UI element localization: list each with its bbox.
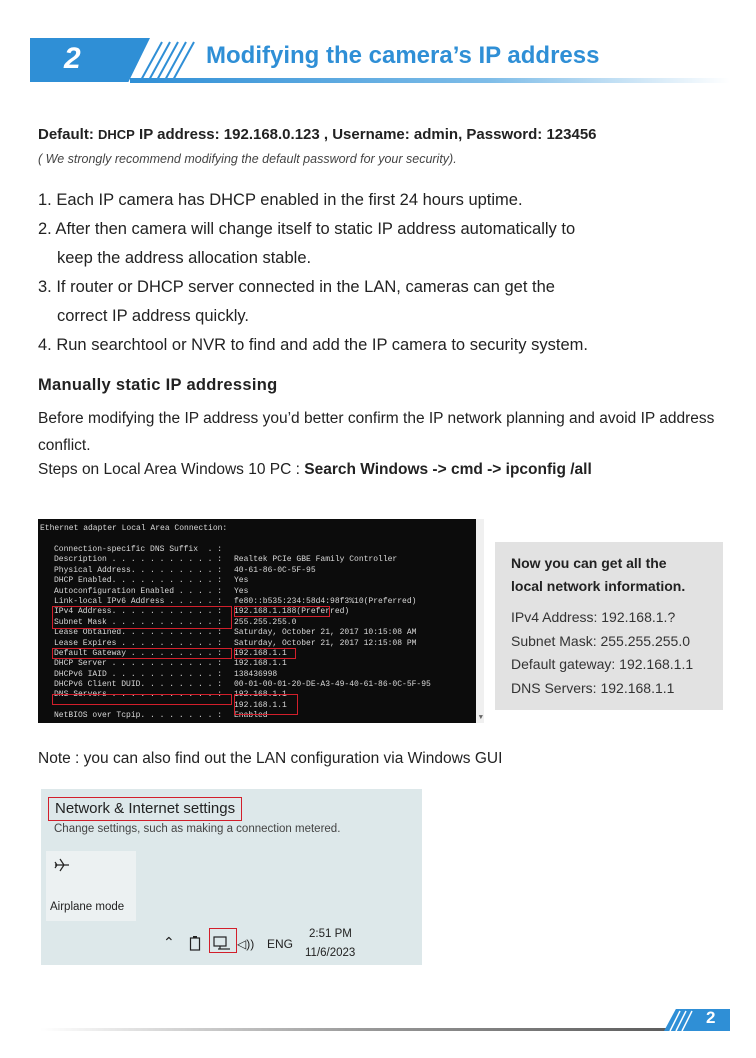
terminal-row-value: 40-61-86-0C-5F-95: [234, 565, 316, 575]
terminal-row-value: Enabled: [234, 711, 268, 721]
terminal-row: [54, 566, 431, 576]
terminal-row: [54, 670, 431, 680]
default-values: IP address: 192.168.0.123 , Username: admin, Password: 123456: [139, 126, 597, 143]
terminal-row: [54, 659, 431, 669]
terminal-row-label: Physical Address. . . . . . . . . :: [54, 565, 223, 575]
list-item: 1. Each IP camera has DHCP enabled in the first 24 hours uptime.: [38, 191, 523, 209]
terminal-row: [54, 576, 431, 586]
gui-note: Note : you can also find out the LAN configuration via Windows GUI: [38, 750, 503, 767]
ipconfig-terminal: [38, 519, 484, 723]
list-item: 4. Run searchtool or NVR to find and add the IP camera to security system.: [38, 336, 588, 354]
info-heading: Now you can get all the: [511, 555, 667, 571]
terminal-row-value: 255.255.255.0: [234, 617, 297, 627]
volume-icon[interactable]: ◁)): [237, 937, 255, 951]
terminal-row-label: Subnet Mask . . . . . . . . . . . :: [54, 617, 223, 627]
battery-icon[interactable]: [189, 935, 201, 951]
network-icon-highlight: [209, 928, 237, 953]
manual-paragraph: Before modifying the IP address you’d better confirm the IP network planning and avoid IP address conflict.: [38, 410, 715, 454]
terminal-row: [54, 587, 431, 597]
list-item: 3. If router or DHCP server connected in the LAN, cameras can get the: [38, 278, 555, 296]
chevron-up-icon[interactable]: ⌃: [163, 934, 175, 950]
ipv4-subnet-highlight: [52, 606, 232, 629]
terminal-row-label: Lease Obtained. . . . . . . . . . :: [54, 628, 223, 638]
section-banner: [30, 38, 730, 84]
info-ipv4: IPv4 Address: 192.168.1.?: [511, 609, 676, 625]
dhcp-steps-list: [38, 186, 588, 360]
terminal-row-label: DHCPv6 IAID . . . . . . . . . . . :: [54, 669, 223, 679]
terminal-row-value: 00-01-00-01-20-DE-A3-49-40-61-86-0C-5F-95: [234, 680, 431, 690]
clock-date[interactable]: 11/6/2023: [305, 947, 356, 959]
terminal-heading: Ethernet adapter Local Area Connection:: [40, 524, 228, 533]
terminal-row-label: Description . . . . . . . . . . . :: [54, 555, 223, 565]
terminal-row-value: 192.168.1.188(Preferred): [234, 607, 350, 617]
info-dns: DNS Servers: 192.168.1.1: [511, 679, 675, 696]
airplane-mode-label: Airplane mode: [50, 901, 125, 913]
gateway-value-highlight: [234, 648, 296, 659]
windows-steps-command: Search Windows -> cmd -> ipconfig /all: [304, 461, 592, 478]
terminal-row-value: Yes: [234, 576, 249, 586]
windows-gui-screenshot: [41, 789, 422, 965]
terminal-row-value: 192.168.1.1: [234, 648, 287, 658]
terminal-row-value: 138436998: [234, 669, 278, 679]
info-gateway: Default gateway: 192.168.1.1: [511, 656, 694, 672]
language-indicator[interactable]: ENG: [267, 937, 294, 951]
terminal-row-value: fe80::b535:234:58d4:98f3%10(Preferred): [234, 596, 417, 606]
terminal-row-label: Autoconfiguration Enabled . . . . :: [54, 586, 223, 596]
terminal-row-value: 192.168.1.1: [234, 659, 287, 669]
terminal-row-value: Yes: [234, 586, 249, 596]
terminal-row-label: Connection-specific DNS Suffix . :: [54, 545, 223, 554]
manual-section-title: Manually static IP addressing: [38, 376, 278, 394]
terminal-row-label: DNS Servers . . . . . . . . . . . :: [54, 690, 223, 700]
terminal-row-value: Saturday, October 21, 2017 12:15:08 PM: [234, 638, 417, 648]
banner-underline: [130, 78, 730, 83]
terminal-row-value: Saturday, October 21, 2017 10:15:08 AM: [234, 628, 417, 638]
info-subnet: Subnet Mask: 255.255.255.0: [511, 632, 691, 649]
terminal-row-label: Lease Expires . . . . . . . . . . :: [54, 638, 223, 648]
terminal-row-value: 192.168.1.1: [234, 700, 287, 710]
footer-stripes-decoration: [666, 1009, 694, 1031]
section-title: Modifying the camera’s IP address: [206, 42, 600, 69]
terminal-row-label: DHCP Enabled. . . . . . . . . . . :: [54, 576, 223, 586]
gateway-highlight: [52, 648, 232, 659]
default-label: Default:: [38, 126, 94, 143]
list-item-continuation: keep the address allocation stable.: [57, 249, 312, 267]
password-recommendation: ( We strongly recommend modifying the default password for your security).: [38, 152, 457, 166]
network-info-box: [495, 542, 723, 710]
terminal-row-label: DHCP Server . . . . . . . . . . . :: [54, 659, 223, 669]
network-settings-description: Change settings, such as making a connection metered.: [54, 823, 341, 835]
info-heading: local network information.: [511, 578, 686, 594]
taskbar-tray: [163, 929, 422, 959]
terminal-row: [54, 628, 431, 638]
notification-icon[interactable]: [421, 933, 422, 949]
terminal-row-label: NetBIOS over Tcpip. . . . . . . . :: [54, 711, 223, 721]
terminal-row-label: Link-local IPv6 Address . . . . . :: [54, 596, 223, 606]
terminal-row-label: Default Gateway . . . . . . . . . :: [54, 648, 223, 658]
airplane-icon: [52, 855, 72, 875]
dns-value-highlight: [234, 694, 298, 715]
clock-time[interactable]: 2:51 PM: [309, 928, 352, 940]
terminal-row-label: DHCPv6 Client DUID. . . . . . . . :: [54, 680, 223, 690]
section-number: 2: [64, 42, 81, 75]
windows-steps-prefix: Steps on Local Area Windows 10 PC :: [38, 461, 305, 478]
list-item-continuation: correct IP address quickly.: [57, 307, 249, 325]
page-number: 2: [706, 1008, 716, 1027]
network-settings-link[interactable]: Network & Internet settings: [48, 797, 242, 821]
windows-steps: [38, 461, 592, 479]
footer-rule: [40, 1028, 680, 1031]
terminal-row: [54, 555, 431, 565]
terminal-row-value: Realtek PCIe GBE Family Controller: [234, 555, 398, 565]
terminal-row-value: 192.168.1.1: [234, 690, 287, 700]
terminal-scrollbar[interactable]: [476, 519, 484, 723]
terminal-row: [54, 680, 431, 690]
airplane-mode-tile[interactable]: [46, 851, 136, 921]
ipv4-value-highlight: [234, 606, 330, 617]
chevron-down-icon[interactable]: ▼: [478, 714, 483, 722]
stripes-decoration: [130, 38, 210, 82]
terminal-row: [54, 545, 431, 555]
terminal-row-label: IPv4 Address. . . . . . . . . . . :: [54, 607, 223, 617]
dns-highlight: [52, 694, 232, 705]
default-credentials: [38, 126, 597, 143]
list-item: 2. After then camera will change itself to static IP address automatically to: [38, 220, 576, 238]
dhcp-label: DHCP: [98, 127, 135, 142]
